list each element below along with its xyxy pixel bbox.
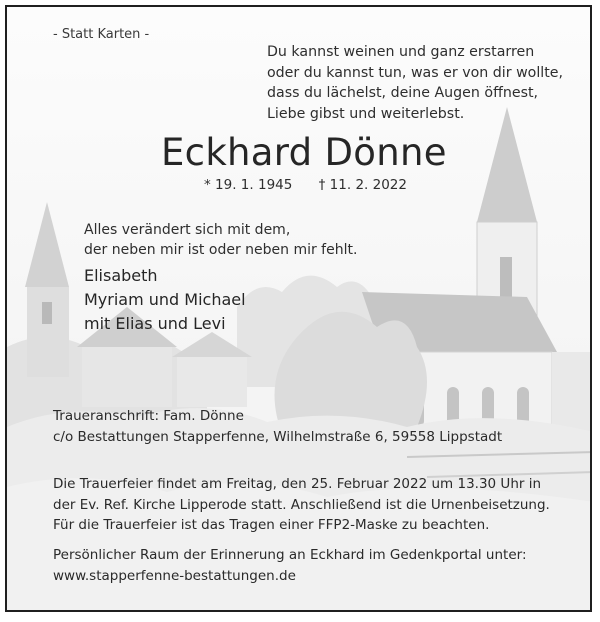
statt-karten-label: - Statt Karten - xyxy=(53,27,150,42)
mourner-line: Myriam und Michael xyxy=(84,290,246,309)
ceremony-line: der Ev. Ref. Kirche Lipperode statt. Anschließend ist die Urnenbeisetzung. xyxy=(53,496,550,513)
poem-line: Du kannst weinen und ganz erstarren xyxy=(267,44,535,60)
ceremony-notice xyxy=(53,474,550,536)
obituary-card xyxy=(5,5,592,612)
poem xyxy=(267,42,563,124)
condolence-address xyxy=(53,406,502,447)
quote xyxy=(84,220,357,260)
birth-date: * 19. 1. 1945 xyxy=(204,177,293,193)
death-date: † 11. 2. 2022 xyxy=(318,177,407,193)
address-line: c/o Bestattungen Stapperfenne, Wilhelmstraße 6, 59558 Lippstadt xyxy=(53,428,503,445)
deceased-name: Eckhard Dönne xyxy=(161,131,447,174)
mourner-line: Elisabeth xyxy=(84,266,158,285)
poem-line: oder du kannst tun, was er von dir wollte, xyxy=(267,64,564,81)
memorial-portal-notice xyxy=(53,545,527,586)
ceremony-line: Die Trauerfeier findet am Freitag, den 25. Februar 2022 um 13.30 Uhr in xyxy=(53,476,542,492)
portal-line: Persönlicher Raum der Erinnerung an Eckhard im Gedenkportal unter: xyxy=(53,547,527,563)
mourners-list xyxy=(84,264,246,336)
quote-line: der neben mir ist oder neben mir fehlt. xyxy=(84,242,358,258)
poem-line: Liebe gibst und weiterlebst. xyxy=(267,105,465,122)
portal-url: www.stapperfenne-bestattungen.de xyxy=(53,567,296,584)
address-line: Traueranschrift: Fam. Dönne xyxy=(53,408,244,424)
poem-line: dass du lächelst, deine Augen öffnest, xyxy=(267,85,539,101)
mourner-line: mit Elias und Levi xyxy=(84,314,226,333)
quote-line: Alles verändert sich mit dem, xyxy=(84,222,291,238)
life-dates xyxy=(204,177,429,193)
ceremony-line: Für die Trauerfeier ist das Tragen einer FFP2-Maske zu beachten. xyxy=(53,517,490,533)
